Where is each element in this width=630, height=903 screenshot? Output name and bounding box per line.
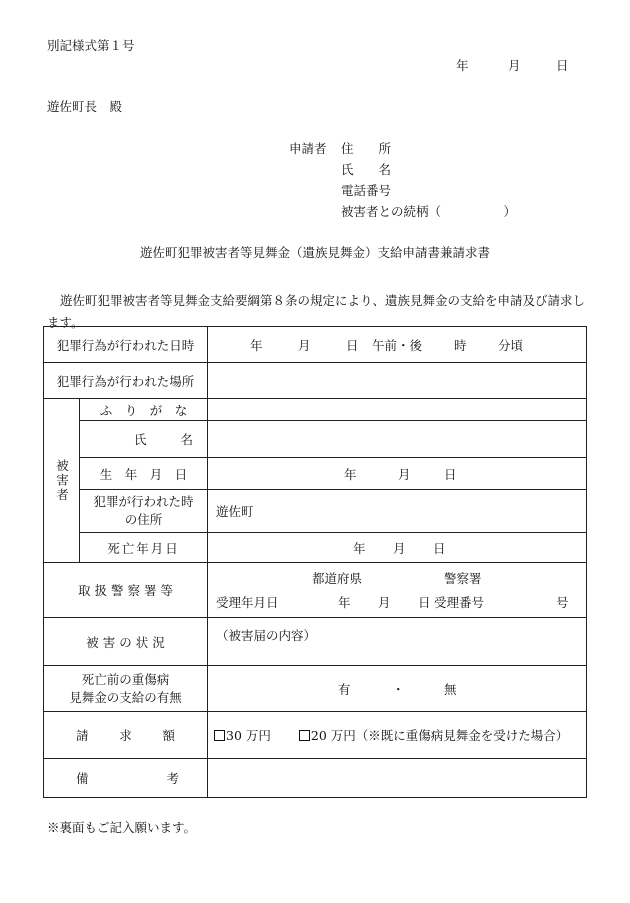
police-row — [44, 563, 587, 618]
address-at-crime-field[interactable]: 遊佐町 — [208, 490, 587, 533]
claim-30-option[interactable]: 30 万円 — [214, 728, 271, 743]
furigana-label: ふ り が な — [80, 399, 208, 421]
date-month-label: 月 — [508, 58, 521, 73]
damage-field[interactable]: （被害届の内容） — [208, 618, 587, 666]
crime-minute-label: 分頃 — [498, 337, 524, 353]
applicant-address-label: 住 所 — [341, 141, 392, 156]
claim-20-checkbox[interactable] — [299, 730, 310, 741]
document-title: 遊佐町犯罪被害者等見舞金（遺族見舞金）支給申請書兼請求書 — [139, 245, 490, 260]
victim-name-label: 氏 名 — [80, 421, 208, 458]
option-no[interactable]: 無 — [444, 681, 457, 697]
crime-day-label: 日 — [346, 337, 359, 353]
police-field[interactable] — [208, 563, 587, 618]
police-station-label: 警察署 — [444, 571, 482, 586]
victim-name-row — [44, 421, 587, 458]
police-number-suffix: 号 — [556, 595, 569, 610]
birth-date-field[interactable] — [208, 458, 587, 490]
birth-date-row — [44, 458, 587, 490]
option-separator: ・ — [392, 681, 405, 697]
application-form-table — [43, 326, 587, 798]
document-body-text: 遊佐町犯罪被害者等見舞金支給要綱第８条の規定により、遺族見舞金の支給を申請及び請求します。 — [47, 293, 586, 330]
remarks-label: 備 考 — [44, 759, 208, 798]
applicant-phone-label: 電話番号 — [341, 183, 392, 198]
claim-amount-label: 請 求 額 — [44, 712, 208, 759]
birth-month-label: 月 — [398, 466, 411, 482]
police-prefecture-label: 都道府県 — [312, 571, 363, 586]
police-month-label: 月 — [378, 595, 391, 610]
crime-place-field[interactable] — [208, 363, 587, 399]
crime-hour-label: 時 — [454, 337, 467, 353]
option-yes[interactable]: 有 — [338, 681, 351, 697]
address-at-crime-row — [44, 490, 587, 533]
crime-place-label: 犯罪行為が行われた場所 — [44, 363, 208, 399]
death-date-label: 死亡年月日 — [80, 533, 208, 563]
form-number-label: 別記様式第１号 — [47, 38, 135, 53]
birth-date-label: 生 年 月 日 — [80, 458, 208, 490]
police-year-label: 年 — [338, 595, 351, 610]
date-year-label: 年 — [456, 58, 469, 73]
crime-datetime-row — [44, 327, 587, 363]
crime-ampm-label: 午前・後 — [372, 337, 423, 353]
death-date-field[interactable] — [208, 533, 587, 563]
crime-month-label: 月 — [298, 337, 311, 353]
death-day-label: 日 — [433, 540, 446, 556]
applicant-relation-label: 被害者との続柄（ ） — [341, 204, 517, 219]
police-day-label: 日 — [418, 595, 431, 610]
remarks-field[interactable] — [208, 759, 587, 798]
death-date-row — [44, 533, 587, 563]
remarks-row — [44, 759, 587, 798]
serious-injury-field[interactable] — [208, 666, 587, 712]
address-at-crime-label: 犯罪が行われた時 の住所 — [80, 490, 208, 533]
damage-row — [44, 618, 587, 666]
victim-name-field[interactable] — [208, 421, 587, 458]
crime-place-row — [44, 363, 587, 399]
applicant-name-label: 氏 名 — [341, 162, 392, 177]
claim-amount-row — [44, 712, 587, 759]
birth-year-label: 年 — [344, 466, 357, 482]
crime-datetime-field[interactable] — [208, 327, 587, 363]
birth-day-label: 日 — [444, 466, 457, 482]
addressee: 遊佐町長 殿 — [47, 99, 123, 114]
applicant-label: 申請者 — [289, 141, 327, 156]
serious-injury-label: 死亡前の重傷病 見舞金の支給の有無 — [44, 666, 208, 712]
crime-datetime-label: 犯罪行為が行われた日時 — [44, 327, 208, 363]
claim-20-option[interactable]: 20 万円（※既に重傷病見舞金を受けた場合） — [299, 728, 568, 743]
police-received-number-label: 受理番号 — [434, 595, 485, 610]
death-month-label: 月 — [393, 540, 406, 556]
crime-year-label: 年 — [250, 337, 263, 353]
death-year-label: 年 — [353, 540, 366, 556]
date-day-label: 日 — [556, 58, 569, 73]
victim-group-label: 被害者 — [44, 399, 80, 563]
damage-label: 被 害 の 状 況 — [44, 618, 208, 666]
serious-injury-row — [44, 666, 587, 712]
police-received-date-label: 受理年月日 — [216, 595, 279, 610]
claim-amount-field — [208, 712, 587, 759]
furigana-row — [44, 399, 587, 421]
footnote: ※裏面もご記入願います。 — [47, 820, 197, 835]
furigana-field[interactable] — [208, 399, 587, 421]
claim-30-checkbox[interactable] — [214, 730, 225, 741]
police-label: 取 扱 警 察 署 等 — [44, 563, 208, 618]
